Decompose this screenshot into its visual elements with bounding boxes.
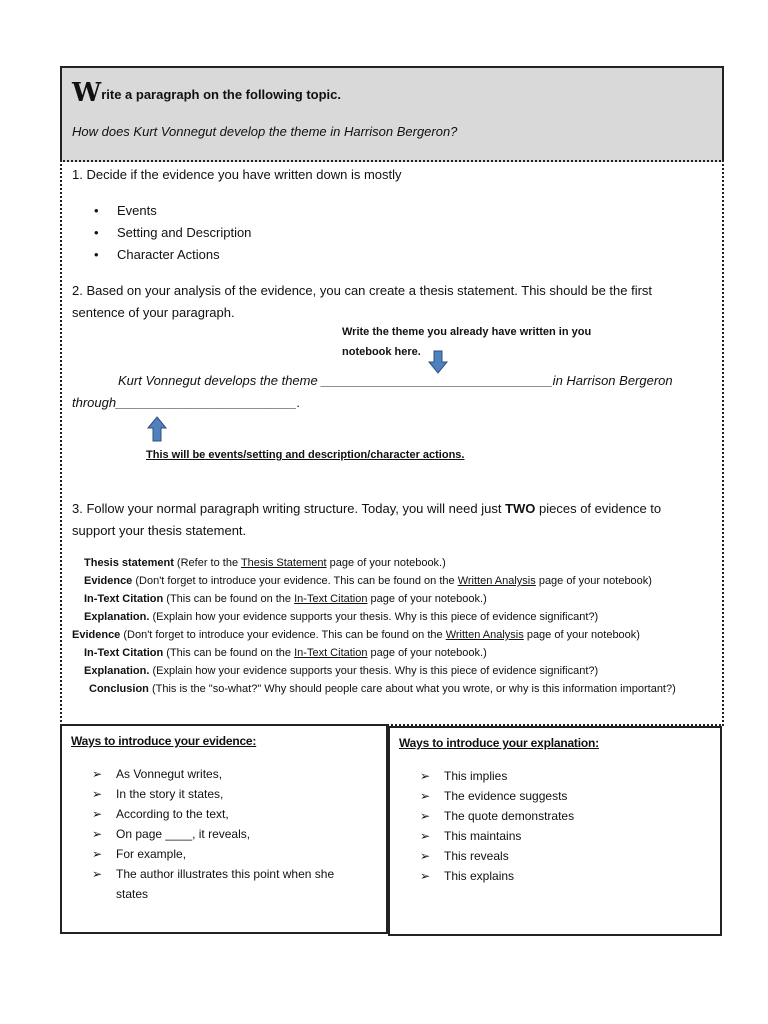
up-arrow-icon <box>147 416 167 442</box>
assignment-title: Write a paragraph on the following topic. <box>72 78 341 108</box>
through-note: This will be events/setting and description/character actions. <box>146 449 465 461</box>
structure-thesis: Thesis statement (Refer to the Thesis Statement page of your notebook.) <box>84 557 446 569</box>
arrow-bullet-icon: ➢ <box>420 809 431 823</box>
step-3-line-2: support your thesis statement. <box>72 523 247 538</box>
structure-citation: In-Text Citation (This can be found on the In-Text Citation page of your notebook.) <box>84 647 487 659</box>
list-item: ➢ This explains <box>420 866 574 886</box>
list-item-label: Character Actions <box>117 247 220 262</box>
structure-conclusion: Conclusion (This is the "so-what?" Why should people care about what you wrote, or why is this information important?) <box>89 683 676 695</box>
instructions-section <box>60 160 724 726</box>
theme-note-line-1: Write the theme you already have written in you <box>342 326 592 338</box>
drop-cap: W <box>72 78 102 108</box>
list-item: • <box>94 247 99 262</box>
arrow-bullet-icon: ➢ <box>420 789 431 803</box>
evidence-phrases-box <box>60 724 388 934</box>
arrow-bullet-icon: ➢ <box>420 829 431 843</box>
list-item-label: Events <box>117 203 157 218</box>
arrow-bullet-icon: ➢ <box>420 849 431 863</box>
list-item: ➢ The evidence suggests <box>420 786 574 806</box>
step-2-line-1: 2. Based on your analysis of the evidence, you can create a thesis statement. This should be the first <box>72 283 653 298</box>
list-item: • <box>94 225 99 240</box>
structure-citation: In-Text Citation (This can be found on the In-Text Citation page of your notebook.) <box>84 593 487 605</box>
evidence-box-heading: Ways to introduce your evidence: <box>71 734 257 748</box>
step-2-line-2: sentence of your paragraph. <box>72 305 235 320</box>
structure-evidence: Evidence (Don't forget to introduce your evidence. This can be found on the Written Analysis page of your notebook) <box>72 629 640 641</box>
list-item: ➢ The author illustrates this point when she <box>92 864 334 884</box>
list-item: ➢ This maintains <box>420 826 574 846</box>
structure-explanation: Explanation. (Explain how your evidence supports your thesis. Why is this piece of evidence significant?) <box>84 611 599 623</box>
arrow-bullet-icon: ➢ <box>420 769 431 783</box>
list-item: ➢ The quote demonstrates <box>420 806 574 826</box>
arrow-bullet-icon: ➢ <box>92 867 103 881</box>
step-1-text: 1. Decide if the evidence you have written down is mostly <box>72 167 402 182</box>
explanation-box-heading: Ways to introduce your explanation: <box>399 736 599 750</box>
structure-explanation: Explanation. (Explain how your evidence supports your thesis. Why is this piece of evidence significant?) <box>84 665 599 677</box>
list-item-continuation: states <box>116 887 149 901</box>
evidence-phrase-list <box>92 764 334 904</box>
list-item: ➢ On page ____, it reveals, <box>92 824 334 844</box>
list-item: ➢ As Vonnegut writes, <box>92 764 334 784</box>
explanation-phrases-box <box>388 726 722 936</box>
explanation-phrase-list <box>420 766 574 886</box>
list-item: ➢ In the story it states, <box>92 784 334 804</box>
arrow-bullet-icon: ➢ <box>92 787 103 801</box>
list-item: ➢ This reveals <box>420 846 574 866</box>
list-item: • <box>94 203 99 218</box>
topic-question: How does Kurt Vonnegut develop the theme in Harrison Bergeron? <box>72 124 458 139</box>
arrow-bullet-icon: ➢ <box>92 767 103 781</box>
list-item-label: Setting and Description <box>117 225 252 240</box>
list-item: ➢ According to the text, <box>92 804 334 824</box>
arrow-bullet-icon: ➢ <box>92 807 103 821</box>
thesis-frame-line-1: Kurt Vonnegut develops the theme ________________________________in Harrison Bergeron <box>118 373 673 388</box>
arrow-bullet-icon: ➢ <box>92 847 103 861</box>
assignment-header <box>60 66 724 162</box>
theme-note-line-2: notebook here. <box>342 346 421 358</box>
list-item: ➢ For example, <box>92 844 334 864</box>
thesis-frame-line-2: through_________________________. <box>72 395 301 410</box>
arrow-bullet-icon: ➢ <box>420 869 431 883</box>
list-item: ➢ This implies <box>420 766 574 786</box>
arrow-bullet-icon: ➢ <box>92 827 103 841</box>
structure-evidence: Evidence (Don't forget to introduce your evidence. This can be found on the Written Analysis page of your notebook) <box>84 575 652 587</box>
step-3-line-1: 3. Follow your normal paragraph writing structure. Today, you will need just TWO pieces of evidence to <box>72 501 662 516</box>
